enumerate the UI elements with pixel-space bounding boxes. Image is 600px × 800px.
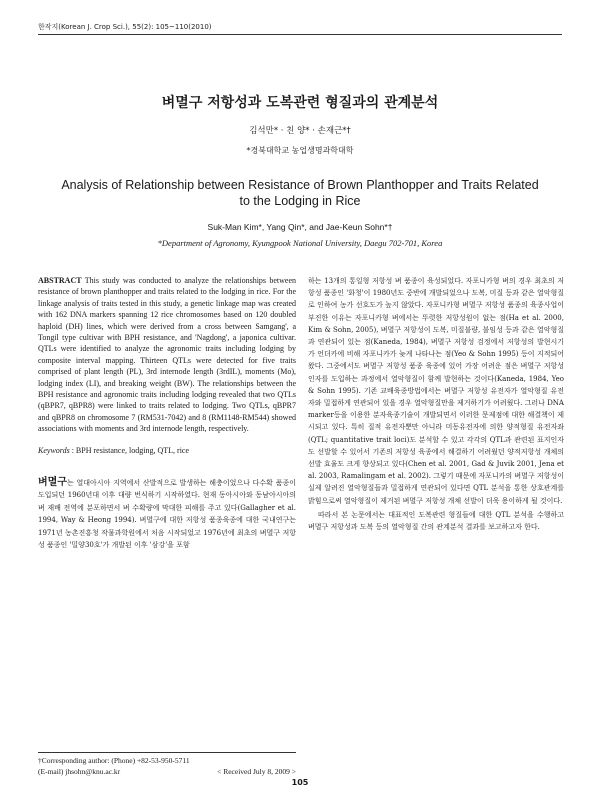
keywords-text: : BPH resistance, lodging, QTL, rice bbox=[71, 445, 190, 455]
header-rule bbox=[38, 34, 562, 35]
intro-right-paragraph-1: 하는 13개의 통일형 저항성 벼 품종이 육성되었다. 자포니카형 벼의 경우 최초의 저항성 품종인 '화청'이 1980년도 중반에 개발되었으나 도복, 미질 등과 같은 열악형질로 인하여 농가 선호도가 높지 않았다. 자포니카형 벼멸구 저항성 품종의 육종사업이 부진한 이유는 자포니카형 벼에서는 뚜렷한 저항성원이 없는 점(Ha et al. 2000, Kim & Sohn, 2005), 벼멸구 저항성이 도복, 미질불량, 불임성 등과 같은 열악형질과 연관되어 있는 점(Kaneda, 1984), 벼멸구 저항성 검정에서 저항성의 발현시기가 언더카에 비해 자포니카가 늦게 나타나는 점(Yeo & Sohn 1995) 등이 지적되어 왔다. 그중에서도 벼멸구 저항성 품종 육종에 있어 가장 어려운 점은 벼멸구 저항성 인자를 도입하는 과정에서 열악형질이 함께 발현하는 것이다(Kaneda, 1984, Yeo & Sohn 1995). 기존 교배육종방법에서는 벼멸구 저항성 유전자가 열악형질 유전자와 밀접하게 연관되어 있을 경우 열악형질만을 제거하기가 어려웠다. 그러나 DNA marker등을 이용한 분자육종기술이 개발되면서 이러한 문제점에 대한 해결책이 제시되고 있다. 특히 질적 유전자뿐만 아니라 미동유전자에 의한 양적형질 유전자좌(QTL; quantitative trait loci)도 분석할 수 있고 각각의 QTL과 관련된 표지인자도 선발할 수 있어서 기존의 저항성 육종에서 해결하기 어려웠던 양적저항성 개체의 선발 효율도 크게 향상되고 있다(Chen et al. 2001, Gad & Juvik 2001, Jena et al. 2003, Ramalingam et al. 2002). 그렇기 때문에 자포니카의 벼멸구 저항성이 실제 알려진 열악형질들과 밀접하게 연관되어 있다면 QTL 분석을 통한 상호관계를 밝힘으로써 열악형질이 제거된 벼멸구 저항성 개체 선발이 더욱 용이하게 될 것이다. bbox=[308, 277, 564, 505]
footnote-email: (E-mail) jhsohn@knu.ac.kr bbox=[38, 767, 121, 776]
page-number: 105 bbox=[291, 778, 309, 787]
footnote-corresponding: †Corresponding author: (Phone) +82-53-950-5711 bbox=[38, 756, 190, 765]
intro-right-paragraph-2: 따라서 본 논문에서는 대표적인 도복관련 형질들에 대한 QTL 분석을 수행하고 벼멸구 저항성과 도복 등의 열악형질 간의 관계분석 결과를 보고하고자 한다. bbox=[308, 510, 564, 532]
footnote bbox=[38, 755, 296, 777]
intro-lead-word: 벼멸구 bbox=[38, 476, 67, 488]
footnote-rule bbox=[38, 752, 296, 753]
abstract-text: This study was conducted to analyze the relationships between resistance of brown planthopper and traits related to the lodging in rice. For the linkage analysis of traits tested in this study, a genetic linkage map was created with 162 DNA markers spanning 12 rice chromosomes based on 120 doubled haploid (DH) lines, which were derived from a cross between Samgang', a Tongil type cultivar with BPH resistance, and 'Nagdong', a japonica cultivar. QTLs were identified to analyze the agronomic traits including lodging by composite interval mapping. Thirteen QTLs were detected for five traits comprised of plant length (PL), 3rd internode length (3rdIL), moments (Mo), lodging index (LI), and breaking weight (BW). The relationships between the BPH resistance and agronomic traits including lodging revealed that two QTLs (qBPR7, qBPR8) were linked to traits related to lodging. Two QTLs, qBPR7 and qBPR8 on chromosome 7 (RM531-7042) and 8 (RM1148-RM544) showed associations with moments and 3rd internode length, respectively. bbox=[38, 276, 296, 434]
left-column bbox=[38, 275, 296, 551]
abstract-label: ABSTRACT bbox=[38, 276, 82, 285]
right-column bbox=[308, 275, 564, 533]
abstract bbox=[38, 275, 296, 435]
authors-english: Suk-Man Kim*, Yang Qin*, and Jae-Keun Sohn*† bbox=[207, 222, 393, 232]
title-korean: 벼멸구 저항성과 도복관련 형질과의 관계분석 bbox=[161, 95, 439, 111]
affiliation-korean: *경북대학교 농업생명과학대학 bbox=[246, 146, 354, 155]
intro-left-text: 는 열대아시아 지역에서 산발적으로 발생하는 해충이었으나 다수확 품종이 도입되던 1960년대 이후 대량 번식하기 시작하였다. 현재 동아시아와 동남아시아의 벼 재배 전역에 분포하면서 벼 수확량에 막대한 피해를 주고 있다(Gallagher et al. 1994, Way & Heong 1994). 벼멸구에 대한 저항성 품종육종에 대한 국내연구는 1971년 농촌진흥청 작물과학원에서 처음 시작되었고 1976년에 최초의 벼멸구 저항성 품종인 '밀양30호'가 개발된 이후 '삼강'을 포함 bbox=[38, 478, 296, 549]
authors-korean: 김석만* · 친 양* · 손재근*† bbox=[249, 126, 351, 136]
footnote-received: < Received July 8, 2009 > bbox=[217, 767, 296, 776]
journal-citation: 한작지(Korean J. Crop Sci.), 55(2): 105~110(2010) bbox=[38, 23, 212, 31]
keywords-label: Keywords bbox=[38, 445, 70, 455]
title-english: Analysis of Relationship between Resistance of Brown Planthopper and Traits Related to the Lodging in Rice bbox=[61, 178, 539, 208]
introduction-left bbox=[38, 477, 296, 551]
affiliation-english: *Department of Agronomy, Kyungpook National University, Daegu 702-701, Korea bbox=[157, 238, 443, 248]
keywords bbox=[38, 445, 296, 457]
